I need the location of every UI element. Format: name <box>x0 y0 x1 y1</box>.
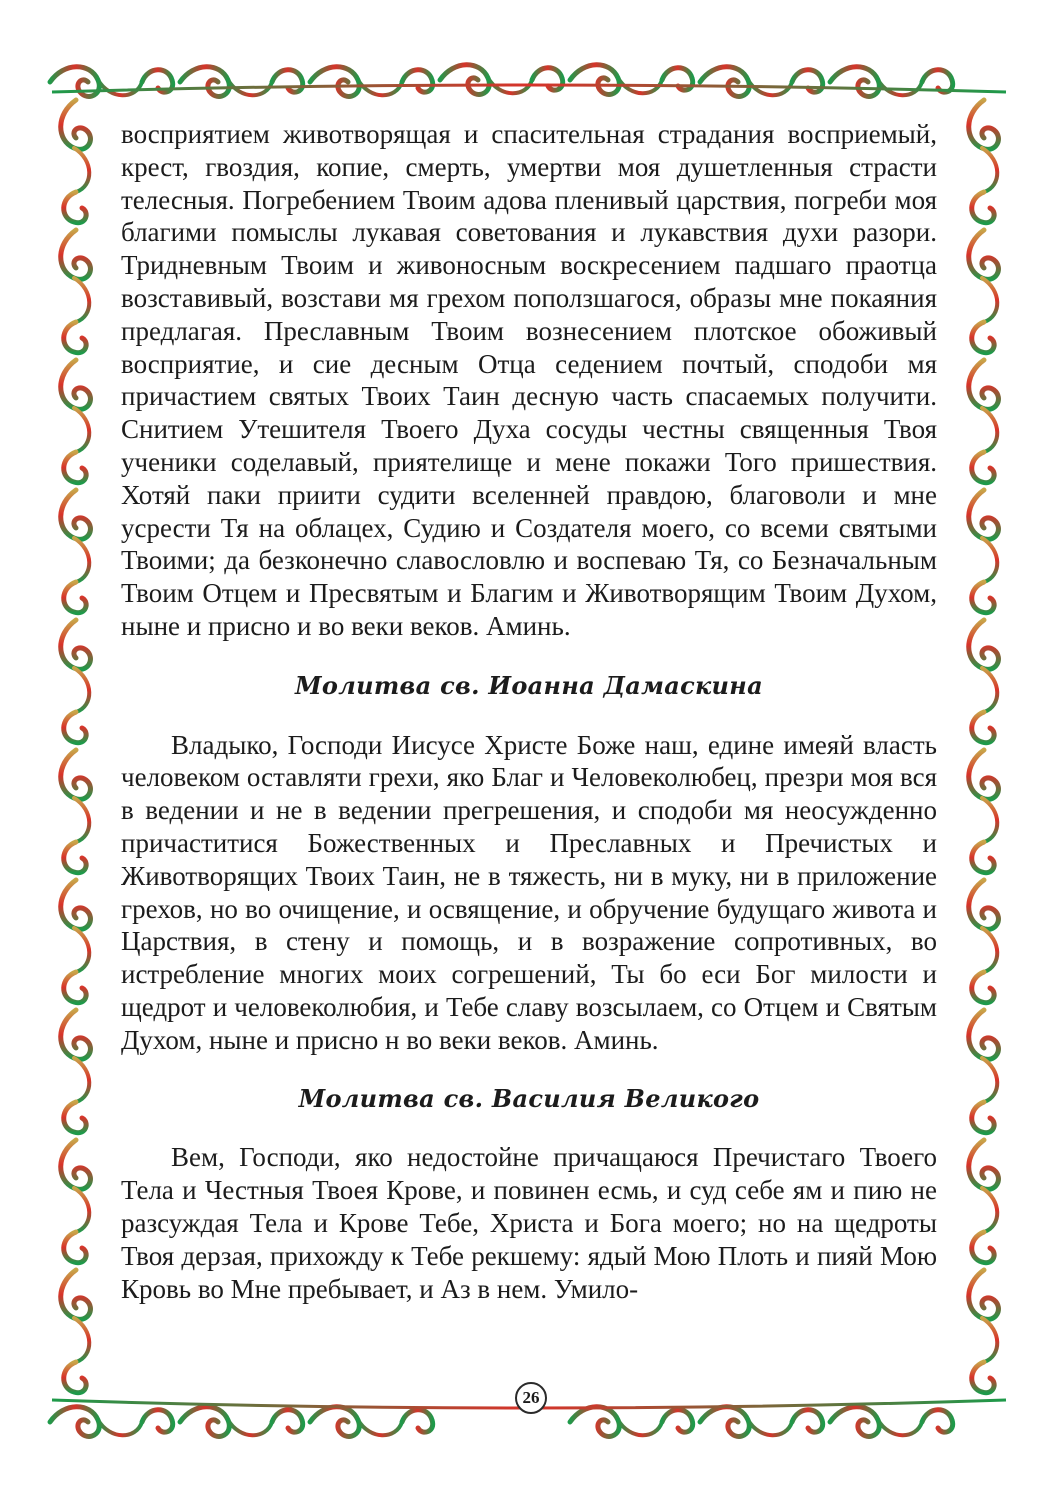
prayer-1-text: Владыко, Господи Иисусе Христе Боже наш, едине имеяй власть человеком оставляти грехи, яко Благ и Человеколюбец, презри моя вся в ведении и не в ведении прегрешения, и сподоби мя неосужденно причаститися Божественных и Преславных и Пречистых и Животворящих Твоих Таин, не в тяжесть, ни в муку, ни в приложение грехов, но во очищение, и освящение, и обручение будущаго живота и Царствия, в стену и помощь, и в возражение сопротивных, во истребление многих моих согрешений, Ты бо еси Бог милости и щедрот и человеколюбия, и Тебе славу возсылаем, со Отцем и Святым Духом, ныне и присно н во веки веков. Аминь. <box>121 729 937 1055</box>
prayer-2-text: Вем, Господи, яко недостойне причащаюся Пречистаго Твоего Тела и Честныя Твоея Крове, и повинен есмь, и суд себе ям и пию не разсуждая Тела и Крове Тебе, Христа и Бога моего; но на щедроты Твоя дерзая, прихожду к Тебе рекшему: ядый Мою Плоть и пияй Мою Кровь во Мне пребывает, и Аз в нем. Умило- <box>121 1142 937 1304</box>
prayer-2-title: Молитва св. Василия Великого <box>298 1083 760 1113</box>
top-border <box>50 65 1006 97</box>
page-content <box>121 118 937 1305</box>
right-border <box>969 100 999 1393</box>
left-border <box>61 100 91 1393</box>
intro-paragraph: восприятием животворящая и спасительная страдания восприемый, крест, гвоздия, копие, смерть, умертви моя душетленныя страсти телесныя. Погребением Твоим адова пленивый царствия, погреби моя благими помыслы лукавая советования и лукавствия духи разори. Тридневным Твоим и живоносным воскресением падшаго праотца возставивый, возстави мя грехом поползшагося, образы мне покаяния предлагая. Преславным Твоим вознесением плотское обоживый восприятие, и сие десным Отца седением почтый, сподоби мя причастием святых Твоих Таин десную часть спасаемых получити. Снитием Утешителя Твоего Духа сосуды честны священныя Твоя ученики соделавый, приятелище и мене покажи Того пришествия. Хотяй паки приити судити вселенней правдою, благоволи и мне усрести Тя на облацех, Судию и Создателя моего, со всеми святыми Твоими; да безконечно славословлю и воспеваю Тя, со Безначальным Твоим Отцем и Пресвятым и Благим и Животворящим Твоим Духом, ныне и присно и во веки веков. Аминь. <box>121 119 937 641</box>
page-number: 26 <box>515 1382 547 1414</box>
prayer-1-title: Молитва св. Иоанна Дамаскина <box>295 670 763 700</box>
